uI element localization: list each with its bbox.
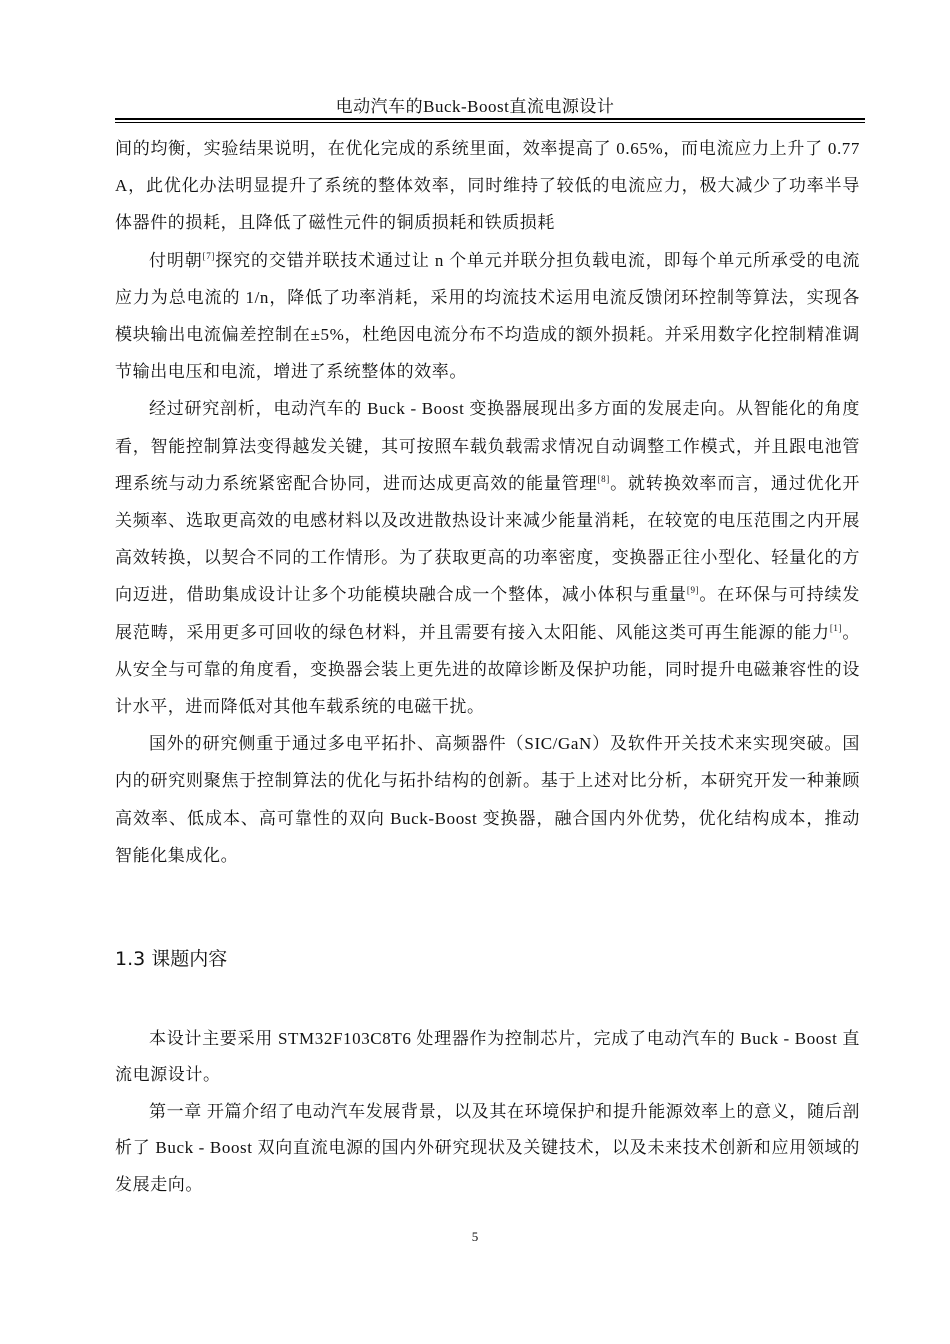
section-body bbox=[115, 1021, 860, 1203]
citation-9[interactable]: [9] bbox=[686, 585, 700, 596]
citation-1[interactable]: [1] bbox=[829, 622, 843, 633]
running-header-title: 电动汽车的Buck-Boost直流电源设计 bbox=[335, 97, 615, 116]
page-number: 5 bbox=[471, 1229, 479, 1244]
paragraph-3-text-b: 。就转换效率而言，通过优化开关频率、选取更高效的电感材料以及改进散热设计来减少能量消耗，在较宽的电压范围之内开展高效转换，以契合不同的工作情形。为了获取更高的功率密度，变换器正往小型化、轻量化的方向迈进，借助集成设计让多个功能模块融合成一个整体，减小体积与重量 bbox=[115, 473, 861, 605]
section-paragraph-2: 第一章 开篇介绍了电动汽车发展背景，以及其在环境保护和提升能源效率上的意义，随后剖析了 Buck - Boost 双向直流电源的国内外研究现状及关键技术，以及未来技术创新和应用领域的发展走向。 bbox=[115, 1101, 860, 1194]
paragraph-2-text-a: 付明朝 bbox=[149, 250, 203, 270]
paragraph-3-text-a: 经过研究剖析，电动汽车的 Buck - Boost 变换器展现出多方面的发展走向。从智能化的角度看，智能控制算法变得越发关键，其可按照车载负载需求情况自动调整工作模式，并且跟电池管理系统与动力系统紧密配合协同，进而达成更高效的能量管理 bbox=[115, 399, 860, 493]
citation-7[interactable]: [7] bbox=[202, 250, 215, 261]
body-text bbox=[115, 130, 860, 874]
header-rule-thick bbox=[115, 118, 865, 120]
paragraph-3-text-d: 。从安全与可靠的角度看，变换器会装上更先进的故障诊断及保护功能，同时提升电磁兼容性的设计水平，进而降低对其他车载系统的电磁干扰。 bbox=[115, 622, 860, 717]
paragraph-2 bbox=[115, 242, 860, 391]
paragraph-3 bbox=[115, 390, 860, 725]
section-paragraph-1: 本设计主要采用 STM32F103C8T6 处理器作为控制芯片，完成了电动汽车的 Buck - Boost 直流电源设计。 bbox=[115, 1029, 860, 1085]
paragraph-2-text-b: 探究的交错并联技术通过让 n 个单元并联分担负载电流，即每个单元所承受的电流应力为总电流的 1/n，降低了功率消耗，采用的均流技术运用电流反馈闭环控制等算法，实现各模块输出电流偏差控制在±5%，杜绝因电流分布不均造成的额外损耗。并采用数字化控制精准调节输出电压和电流，增进了系统整体的效率。 bbox=[115, 250, 860, 382]
paragraph-4: 国外的研究侧重于通过多电平拓扑、高频器件（SIC/GaN）及软件开关技术来实现突破。国内的研究则聚焦于控制算法的优化与拓扑结构的创新。基于上述对比分析，本研究开发一种兼顾高效率、低成本、高可靠性的双向 Buck-Boost 变换器，融合国内外优势，优化结构成本，推动智能化集成化。 bbox=[115, 734, 860, 865]
section-heading: 1.3 课题内容 bbox=[115, 948, 228, 970]
citation-8[interactable]: [8] bbox=[597, 473, 610, 484]
header-rule-thin bbox=[115, 122, 865, 123]
paragraph-1: 间的均衡，实验结果说明，在优化完成的系统里面，效率提高了 0.65%，而电流应力上升了 0.77 A，此优化办法明显提升了系统的整体效率，同时维持了较低的电流应力，极大减少了功率半导体器件的损耗，且降低了磁性元件的铜质损耗和铁质损耗 bbox=[115, 139, 860, 233]
paragraph-3-text-c: 。在环保与可持续发展范畴，采用更多可回收的绿色材料，并且需要有接入太阳能、风能这类可再生能源的能力 bbox=[115, 585, 860, 642]
